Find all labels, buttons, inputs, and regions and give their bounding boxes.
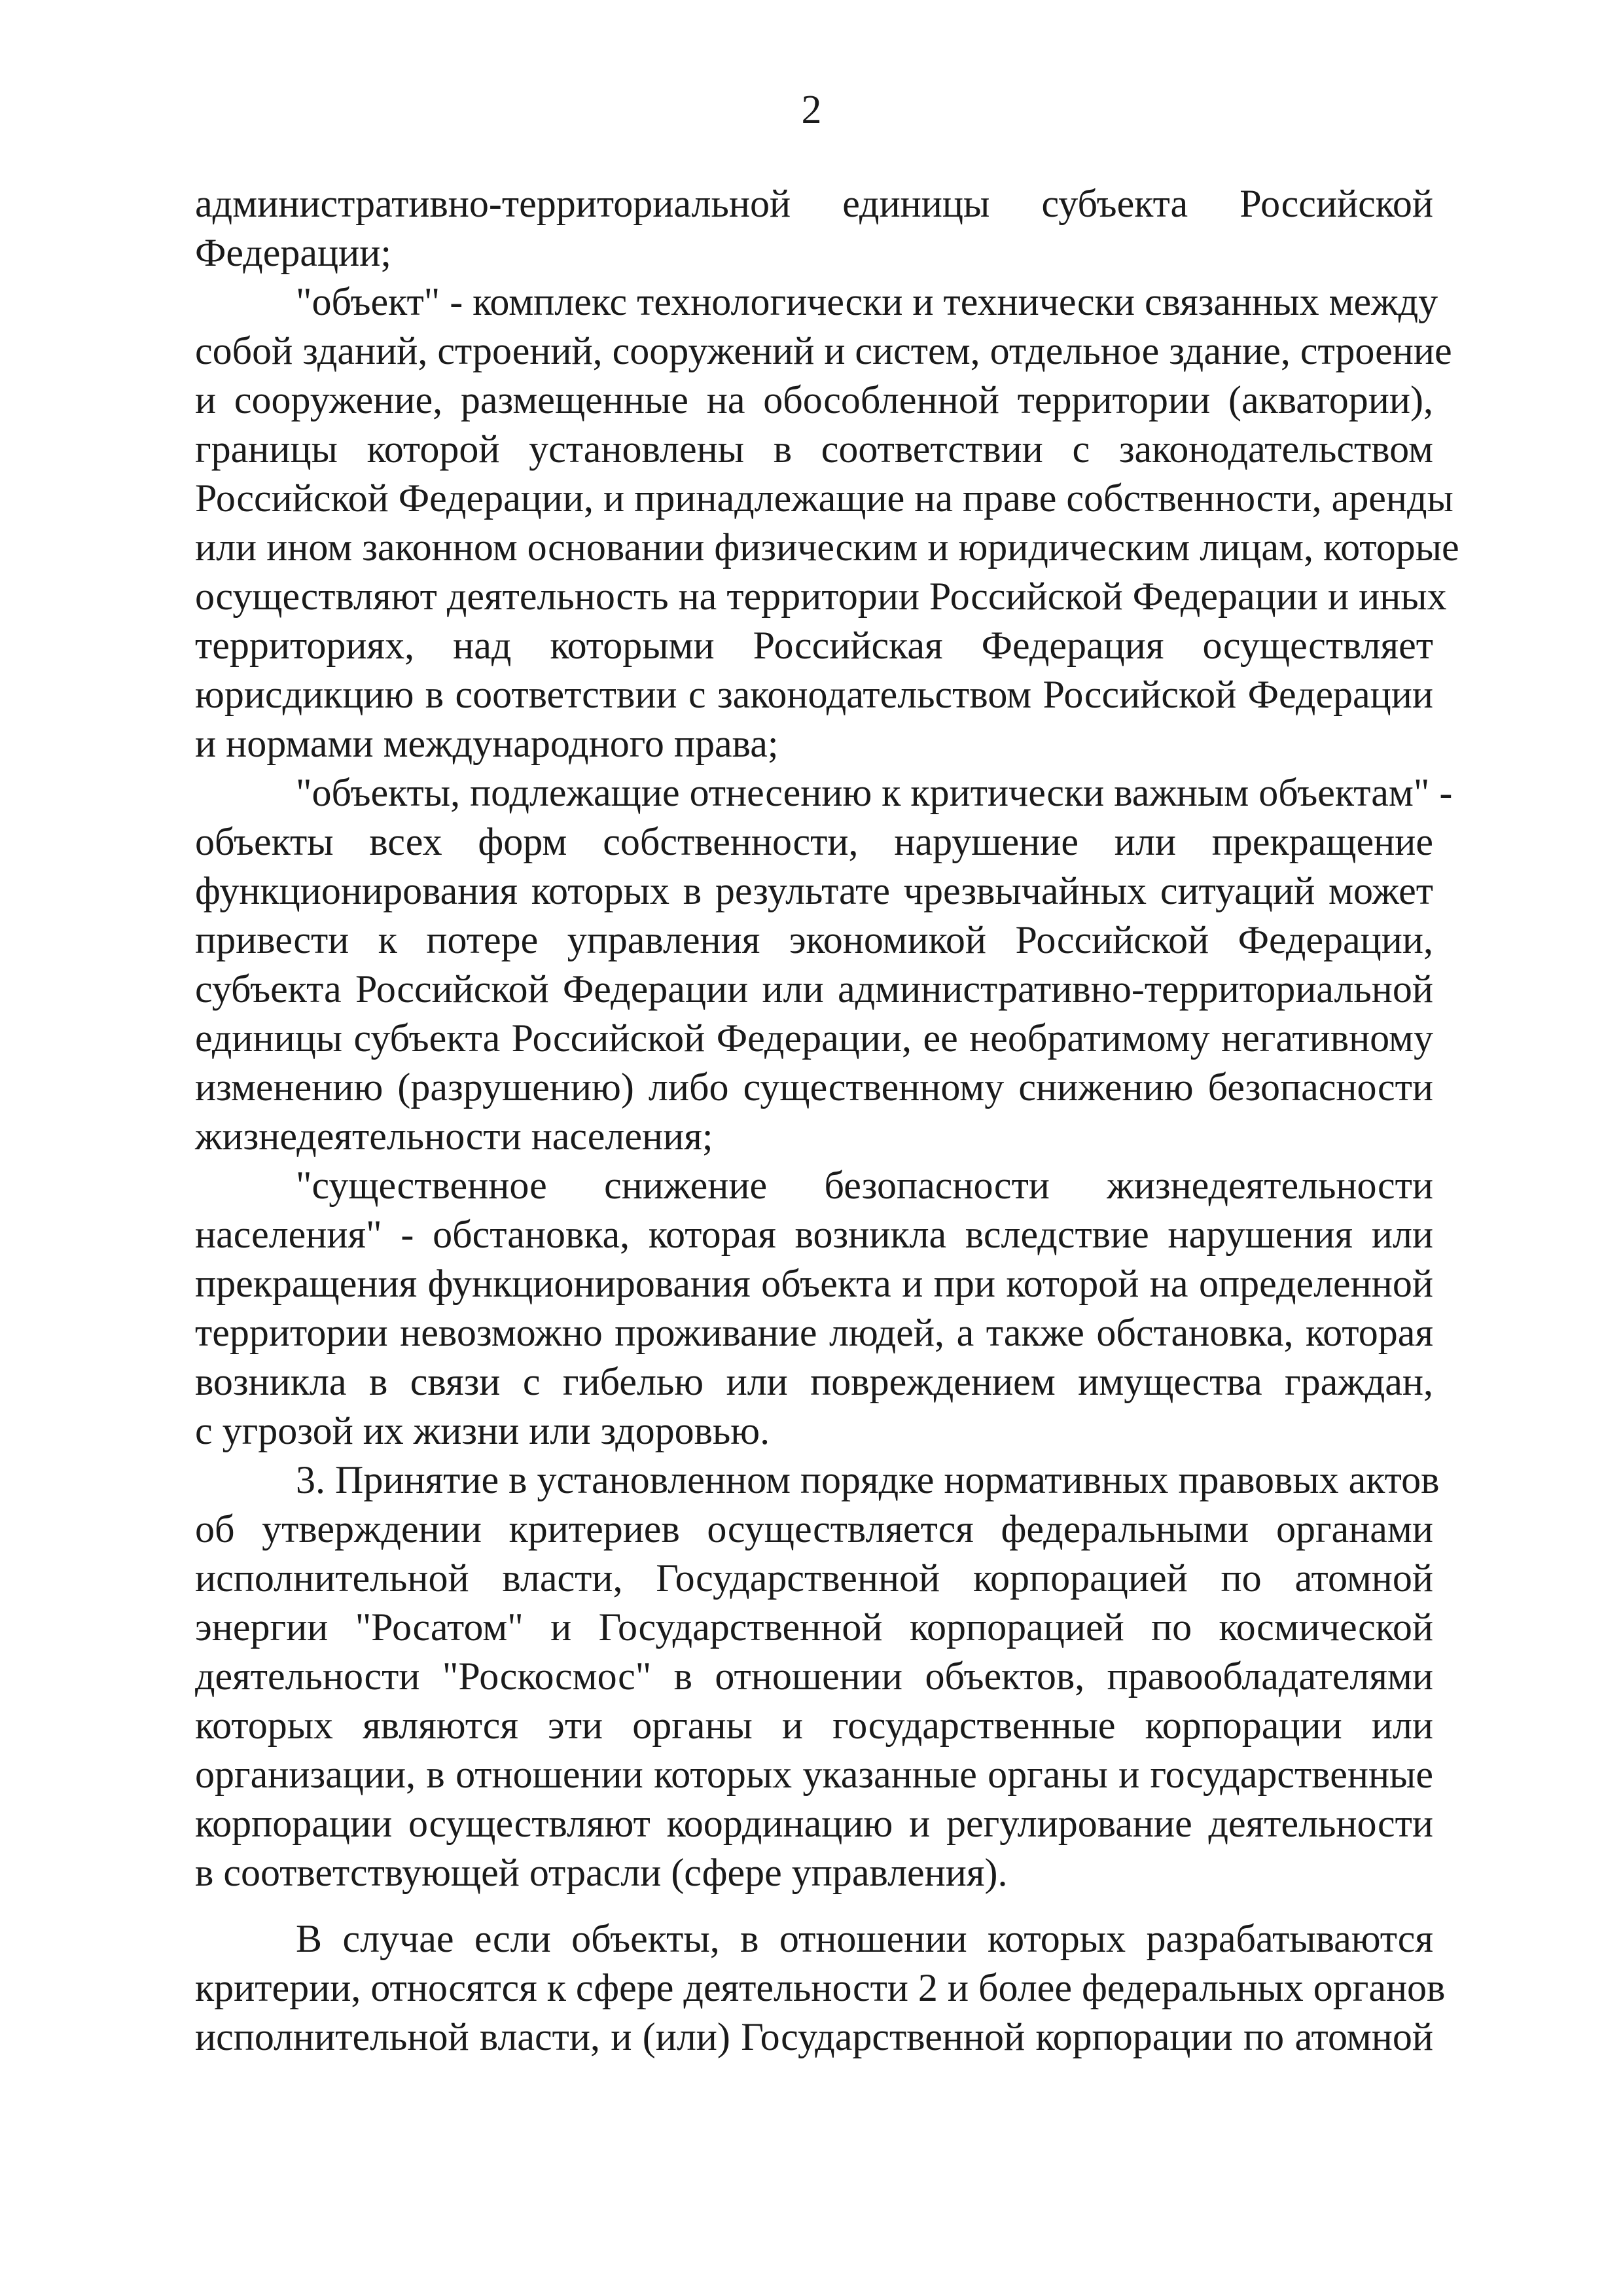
text-line: организации, в отношении которых указанные органы и государственные [195,1753,1433,1796]
text-line: административно-территориальной единицы субъекта Российской [195,182,1433,225]
paragraph-definition-object [195,278,1459,768]
text-line: привести к потере управления экономикой Российской Федерации, [195,918,1433,961]
document-body [195,179,1459,2062]
page-number: 2 [801,88,822,132]
paragraph-multiple-authorities [195,1914,1446,2062]
text-line: возникла в связи с гибелью или повреждением имущества граждан, [195,1360,1433,1403]
text-line: Российской Федерации, и принадлежащие на праве собственности, аренды [195,476,1454,520]
text-line: исполнительной власти, и (или) Государственной корпорации по атомной [195,2015,1433,2058]
paragraph-definition-safety-reduction [195,1161,1433,1456]
text-line: в соответствующей отрасли (сфере управления). [195,1851,1008,1894]
text-line: населения" - обстановка, которая возникла вследствие нарушения или [195,1213,1433,1256]
text-line: корпорации осуществляют координацию и регулирование деятельности [195,1802,1433,1845]
text-line: с угрозой их жизни или здоровью. [195,1409,770,1452]
text-line: и сооружение, размещенные на обособленной территории (акватории), [195,378,1433,422]
text-line: изменению (разрушению) либо существенному снижению безопасности [195,1066,1433,1109]
text-line: об утверждении критериев осуществляется федеральными органами [195,1507,1433,1551]
text-line: границы которой установлены в соответствии с законодательством [195,427,1433,471]
text-line: или ином законном основании физическим и юридическим лицам, которые [195,526,1459,569]
text-line: и нормами международного права; [195,722,779,765]
text-line: В случае если объекты, в отношении которых разрабатываются [296,1917,1433,1960]
text-line: "существенное снижение безопасности жизнедеятельности [296,1164,1433,1207]
text-line: деятельности "Роскосмос" в отношении объектов, правообладателями [195,1655,1433,1698]
text-line: юрисдикцию в соответствии с законодательством Российской Федерации [195,673,1433,716]
paragraph-section-3 [195,1456,1440,1897]
text-line: единицы субъекта Российской Федерации, ее необратимому негативному [195,1016,1433,1060]
text-line: территории невозможно проживание людей, а также обстановка, которая [195,1311,1433,1354]
text-line: субъекта Российской Федерации или административно-территориальной [195,967,1433,1011]
text-line: жизнедеятельности населения; [195,1115,713,1158]
text-line: функционирования которых в результате чрезвычайных ситуаций может [195,869,1433,912]
text-line: которых являются эти органы и государственные корпорации или [195,1704,1433,1747]
text-line: прекращения функционирования объекта и при которой на определенной [195,1262,1433,1305]
text-line: территориях, над которыми Российская Федерация осуществляет [195,624,1433,667]
text-line: энергии "Росатом" и Государственной корпорацией по космической [195,1605,1433,1649]
text-line: критерии, относятся к сфере деятельности 2 и более федеральных органов [195,1966,1446,2009]
text-line: Федерации; [195,231,392,274]
paragraph-continuation [195,179,1433,278]
text-line: исполнительной власти, Государственной корпорацией по атомной [195,1556,1433,1600]
text-line: осуществляют деятельность на территории Российской Федерации и иных [195,575,1447,618]
text-line: "объекты, подлежащие отнесению к критически важным объектам" - [296,771,1453,814]
paragraph-definition-critical-objects [195,768,1453,1161]
text-line: "объект" - комплекс технологически и технически связанных между [296,280,1438,323]
text-line: 3. Принятие в установленном порядке нормативных правовых актов [296,1458,1440,1501]
text-line: объекты всех форм собственности, нарушение или прекращение [195,820,1433,863]
text-line: собой зданий, строений, сооружений и систем, отдельное здание, строение [195,329,1452,372]
